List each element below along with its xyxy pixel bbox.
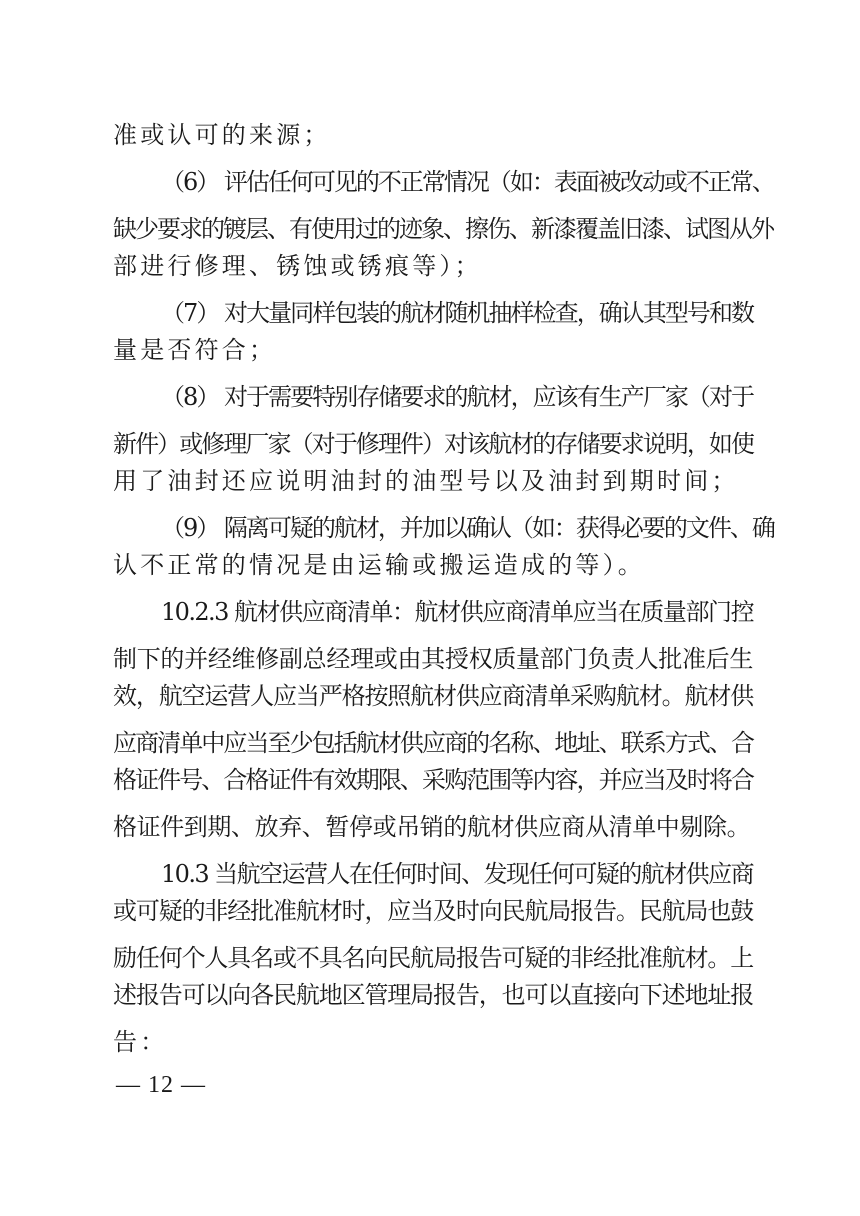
text-line: （6） 评估任何可见的不正常情况（如：表面被改动或不正常、 bbox=[161, 168, 774, 196]
text-line: 述报告可以向各民航地区管理局报告，也可以直接向下述地址报 bbox=[113, 981, 753, 1009]
text-line: 应商清单中应当至少包括航材供应商的名称、地址、联系方式、合 bbox=[113, 729, 753, 757]
text-line: 部进行修理、锈蚀或锈痕等）； bbox=[113, 252, 482, 280]
text-line: 效，航空运营人应当严格按照航材供应商清单采购航材。航材供 bbox=[113, 682, 753, 710]
text-line: 用了油封还应说明油封的油型号以及油封到期时间； bbox=[113, 467, 739, 495]
text-line: 或可疑的非经批准航材时，应当及时向民航局报告。民航局也鼓 bbox=[113, 897, 753, 925]
text-line: 励任何个人具名或不具名向民航局报告可疑的非经批准航材。上 bbox=[113, 944, 753, 972]
page-number: — 12 — bbox=[116, 1072, 206, 1098]
text-line: 告： bbox=[113, 1028, 168, 1056]
text-line: 格证件到期、放弃、暂停或吊销的航材供应商从清单中剔除。 bbox=[113, 813, 751, 841]
text-line: 格证件号、合格证件有效期限、采购范围等内容，并应当及时将合 bbox=[113, 766, 753, 794]
text-line: 制下的并经维修副总经理或由其授权质量部门负责人批准后生 bbox=[113, 645, 753, 673]
text-line: 新件）或修理厂家（对于修理件）对该航材的存储要求说明，如使 bbox=[113, 430, 753, 458]
text-line: 10.3 当航空运营人在任何时间、发现任何可疑的航材供应商 bbox=[161, 860, 753, 888]
text-line: 准或认可的来源； bbox=[113, 121, 331, 149]
text-line: 10.2.3 航材供应商清单：航材供应商清单应当在质量部门控 bbox=[161, 598, 753, 626]
text-line: （8） 对于需要特别存储要求的航材，应该有生产厂家（对于 bbox=[161, 383, 753, 411]
text-line: 缺少要求的镀层、有使用过的迹象、擦伤、新漆覆盖旧漆、试图从外 bbox=[113, 215, 773, 243]
text-line: 认不正常的情况是由运输或搬运造成的等）。 bbox=[113, 551, 645, 579]
text-line: （9） 隔离可疑的航材，并加以确认（如：获得必要的文件、确 bbox=[161, 514, 774, 542]
text-line: （7） 对大量同样包装的航材随机抽样检查，确认其型号和数 bbox=[161, 299, 753, 327]
text-line: 量是否符合； bbox=[113, 336, 277, 364]
